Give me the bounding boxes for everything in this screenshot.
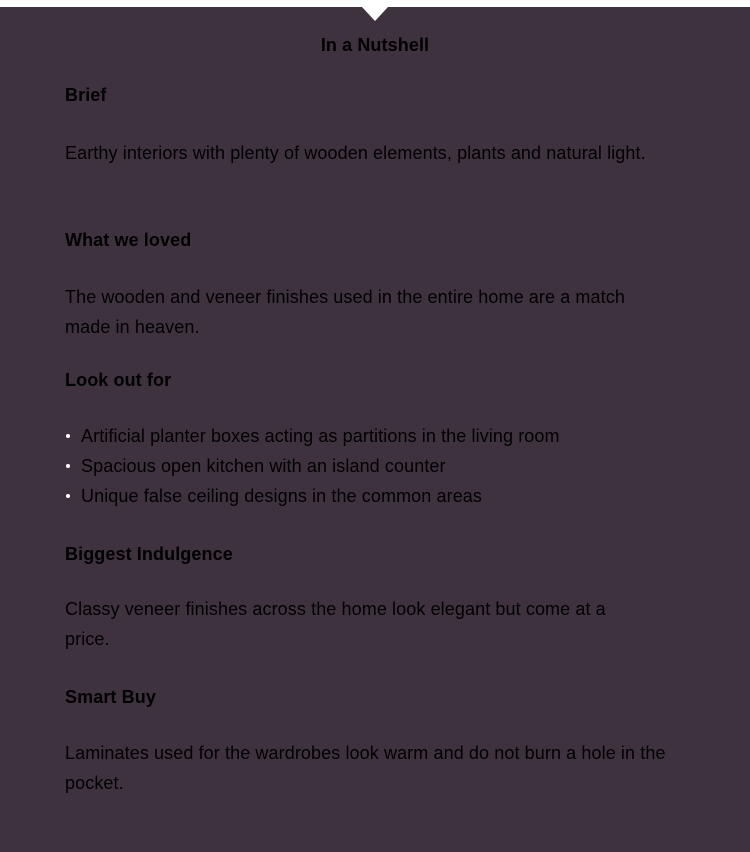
bullet-icon (66, 494, 70, 498)
panel-title: In a Nutshell (320, 35, 430, 55)
bullet-icon (66, 464, 70, 468)
list-item-text: Unique false ceiling designs in the common areas (81, 486, 483, 506)
list-item (65, 451, 705, 481)
heading-what-we-loved: What we loved (65, 230, 192, 250)
bullet-icon (66, 434, 70, 438)
list-item-text: Spacious open kitchen with an island counter (81, 456, 446, 476)
heading-biggest-indulgence: Biggest Indulgence (65, 544, 233, 564)
heading-smart-buy: Smart Buy (65, 687, 156, 707)
panel-notch-pointer (362, 7, 388, 21)
heading-brief: Brief (65, 85, 107, 105)
text-biggest-indulgence: Classy veneer finishes across the home look elegant but come at a price. (65, 599, 606, 649)
text-brief: Earthy interiors with plenty of wooden elements, plants and natural light. (65, 143, 646, 163)
text-smart-buy: Laminates used for the wardrobes look warm and do not burn a hole in the pocket. (65, 743, 666, 793)
list-item (65, 421, 705, 451)
heading-look-out-for: Look out for (65, 370, 172, 390)
look-out-for-list (65, 421, 705, 511)
list-item (65, 481, 705, 511)
text-what-we-loved: The wooden and veneer finishes used in the entire home are a match made in heaven. (65, 287, 625, 337)
list-item-text: Artificial planter boxes acting as partitions in the living room (81, 426, 560, 446)
